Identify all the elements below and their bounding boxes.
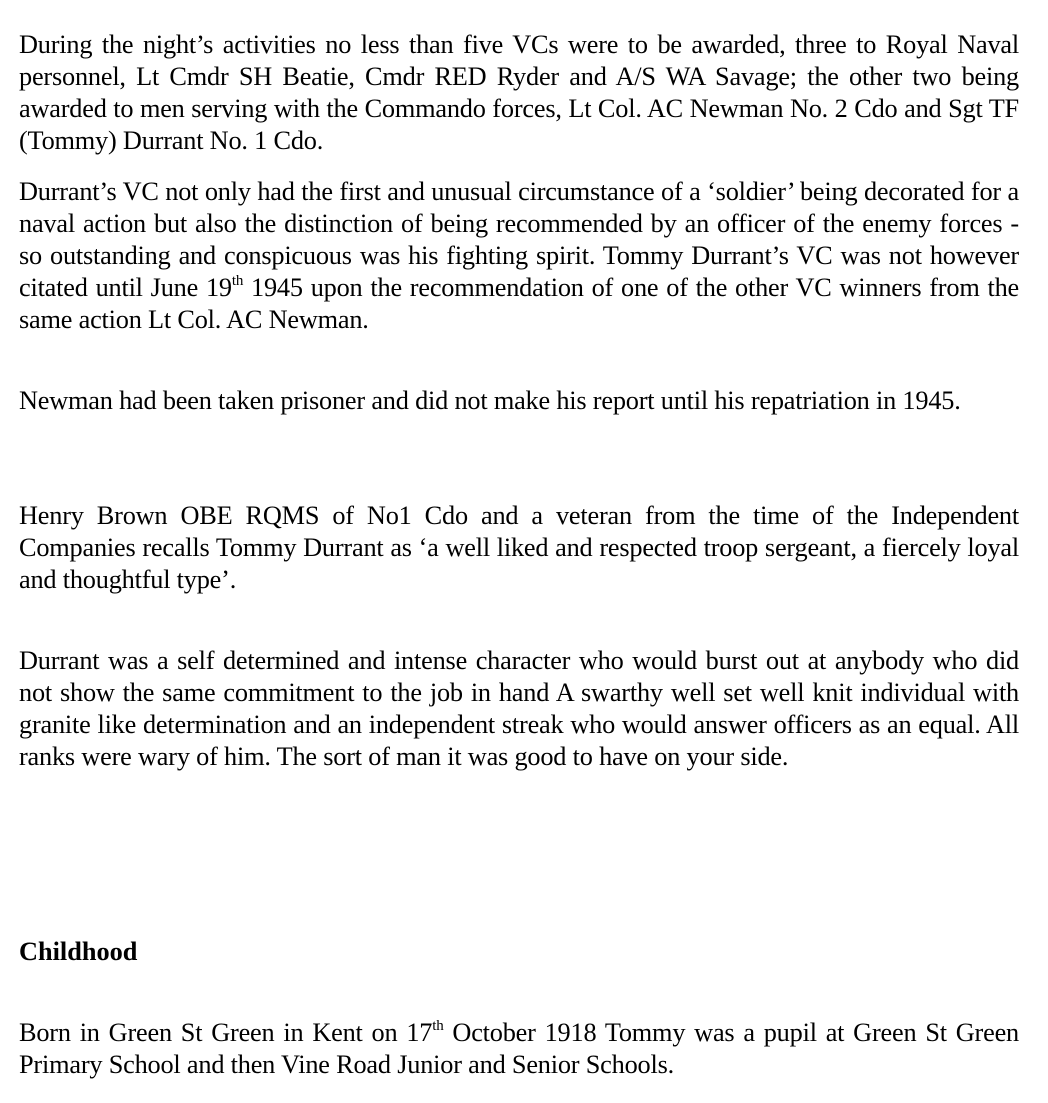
ordinal-superscript: th bbox=[432, 1018, 444, 1034]
paragraph-character: Durrant was a self determined and intense character who would burst out at anybody who did not show the same commitment to the job in hand A swarthy well set well knit individual with granite like determination and an independent streak who would answer officers as an equal. All ranks were wary of him. The sort of man it was good to have on your side. bbox=[19, 646, 1019, 771]
paragraph-henry-brown: Henry Brown OBE RQMS of No1 Cdo and a veteran from the time of the Independent Companies recalls Tommy Durrant as ‘a well liked and respected troop sergeant, a fiercely loyal and thoughtful type’. bbox=[19, 501, 1019, 594]
section-heading-childhood: Childhood bbox=[19, 937, 138, 966]
paragraph-vc-awards: During the night’s activities no less than five VCs were to be awarded, three to Royal Naval personnel, Lt Cmdr SH Beatie, Cmdr RED Ryder and A/S WA Savage; the other two being awarded to men serving with the Commando forces, Lt Col. AC Newman No. 2 Cdo and Sgt TF (Tommy) Durrant No. 1 Cdo. bbox=[19, 30, 1019, 155]
paragraph-durrant-vc bbox=[19, 176, 1019, 336]
text-segment: Durrant’s VC not only had the first and unusual circumstance of a ‘soldier’ being decorated for a naval action but also the distinction of being recommended by an officer of the enemy forces - so outstanding and conspicuous was his fighting spirit. Tommy Durrant’s VC was not however citated until June 19 bbox=[19, 177, 1019, 302]
text-segment: Born in Green St Green in Kent on 17 bbox=[19, 1018, 433, 1047]
paragraph-newman-prisoner: Newman had been taken prisoner and did not make his report until his repatriation in 1945. bbox=[19, 386, 961, 415]
text-segment: 1945 upon the recommendation of one of the other VC winners from the same action Lt Col. AC Newman. bbox=[19, 273, 1019, 334]
paragraph-childhood bbox=[19, 1017, 1019, 1081]
text-segment: October 1918 Tommy was a pupil at Green St Green Primary School and then Vine Road Junior and Senior Schools. bbox=[19, 1018, 1019, 1079]
ordinal-superscript: th bbox=[231, 273, 244, 289]
